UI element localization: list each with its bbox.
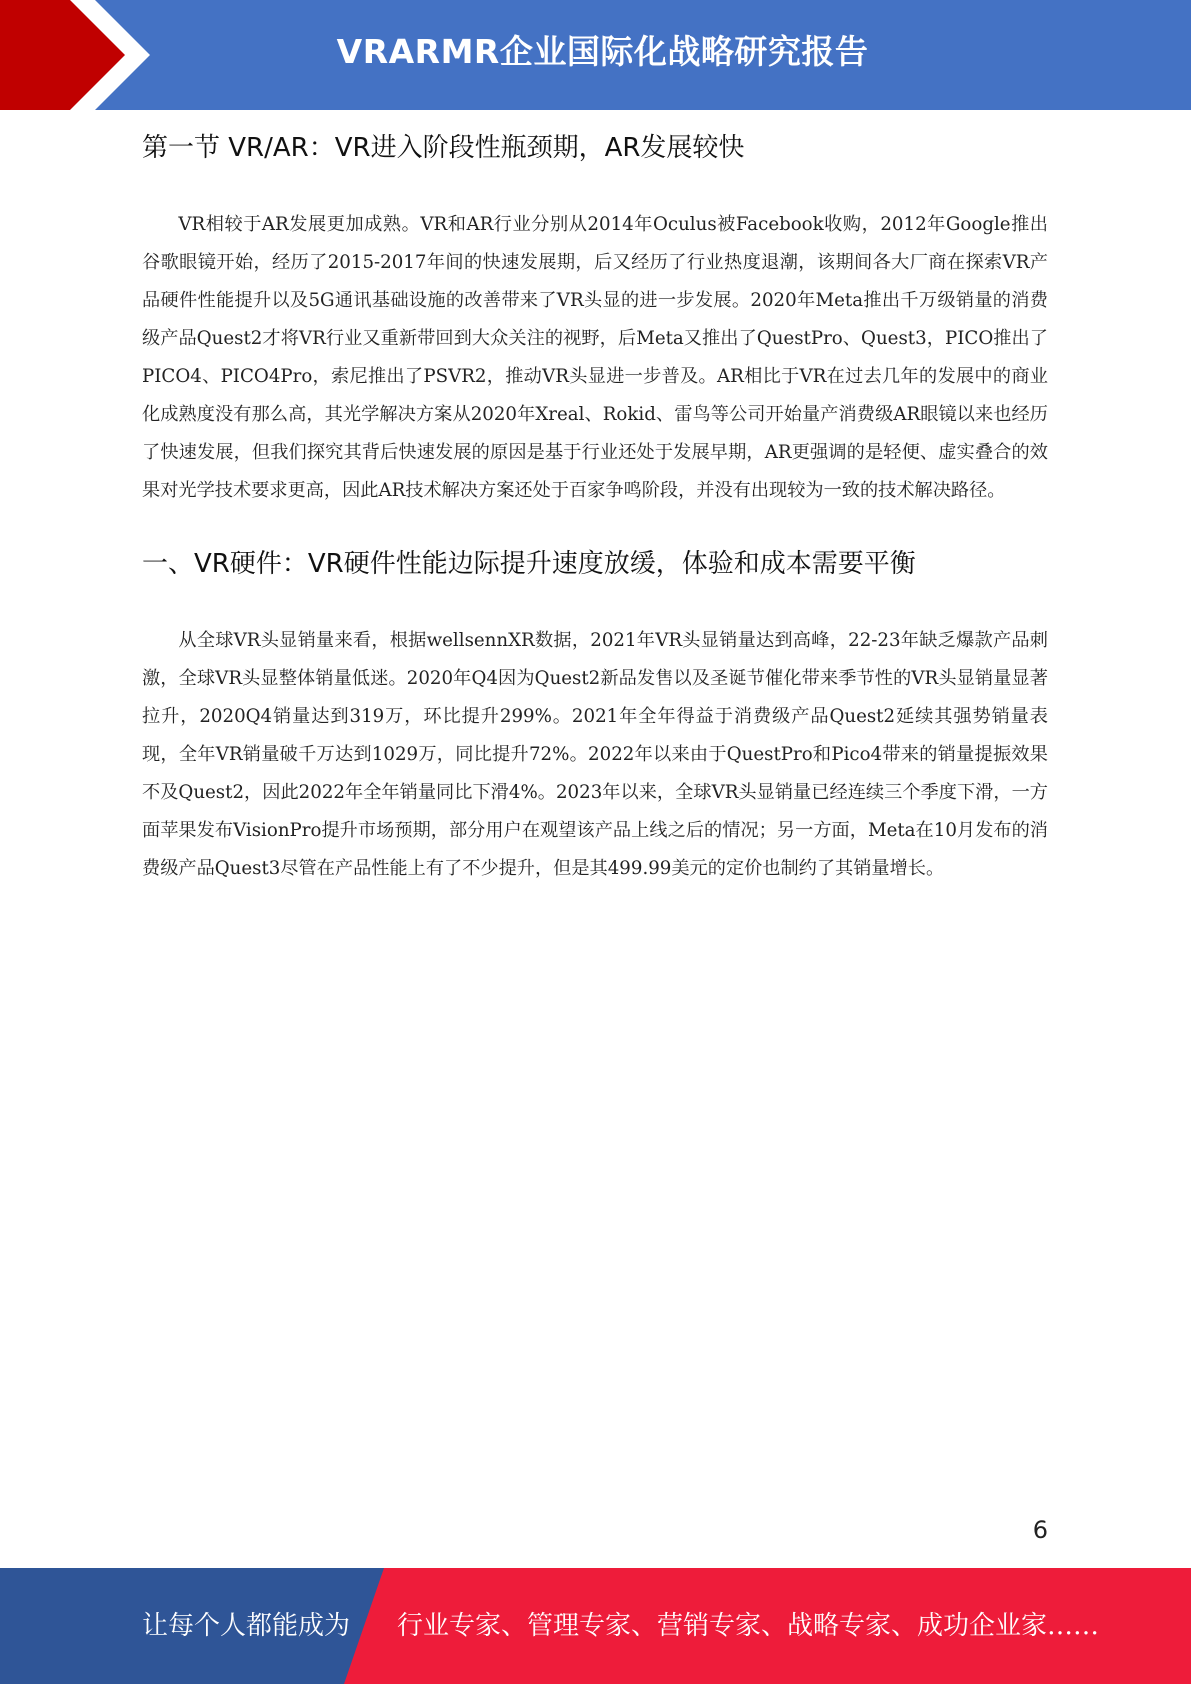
section-heading-vr-hardware: 一、VR硬件：VR硬件性能边际提升速度放缓，体验和成本需要平衡 [142,549,916,579]
page-header [0,0,1191,110]
footer-slogan-left: 让每个人都能成为 [142,1611,351,1641]
main-content [142,128,1048,888]
report-title: VRARMR企业国际化战略研究报告 [336,32,869,71]
page-footer [0,1568,1191,1684]
paragraph-vr-ar-overview: VR相较于AR发展更加成熟。VR和AR行业分别从2014年Oculus被Facebook收购，2012年Google推出谷歌眼镜开始，经历了2015-2017年间的快速发展期，后又经历了行业热度退潮，该期间各大厂商在探索VR产品硬件性能提升以及5G通讯基础设施的改善带来了VR头显的进一步发展。2020年Meta推出千万级销量的消费级产品Quest2才将VR行业又重新带回到大众关注的视野，后Meta又推出了QuestPro、Quest3，PICO推出了PICO4、PICO4Pro，索尼推出了PSVR2，推动VR头显进一步普及。AR相比于VR在过去几年的发展中的商业化成熟度没有那么高，其光学解决方案从2020年Xreal、Rokid、雷鸟等公司开始量产消费级AR眼镜以来也经历了快速发展，但我们探究其背后快速发展的原因是基于行业还处于发展早期，AR更强调的是轻便、虚实叠合的效果对光学技术要求更高，因此AR技术解决方案还处于百家争鸣阶段，并没有出现较为一致的技术解决路径。 [142,214,1048,501]
section-heading-vr-ar: 第一节 VR/AR：VR进入阶段性瓶颈期，AR发展较快 [142,133,745,163]
page-number: 6 [1032,1516,1048,1544]
footer-slogan-right: 行业专家、管理专家、营销专家、战略专家、成功企业家…… [397,1611,1100,1641]
paragraph-vr-sales: 从全球VR头显销量来看，根据wellsennXR数据，2021年VR头显销量达到高峰，22-23年缺乏爆款产品刺激，全球VR头显整体销量低迷。2020年Q4因为Quest2新品发售以及圣诞节催化带来季节性的VR头显销量显著拉升，2020Q4销量达到319万，环比提升299%。2021年全年得益于消费级产品Quest2延续其强势销量表现，全年VR销量破千万达到1029万，同比提升72%。2022年以来由于QuestPro和Pico4带来的销量提振效果不及Quest2，因此2022年全年销量同比下滑4%。2023年以来，全球VR头显销量已经连续三个季度下滑，一方面苹果发布VisionPro提升市场预期，部分用户在观望该产品上线之后的情况；另一方面，Meta在10月发布的消费级产品Quest3尽管在产品性能上有了不少提升，但是其499.99美元的定价也制约了其销量增长。 [142,630,1048,879]
